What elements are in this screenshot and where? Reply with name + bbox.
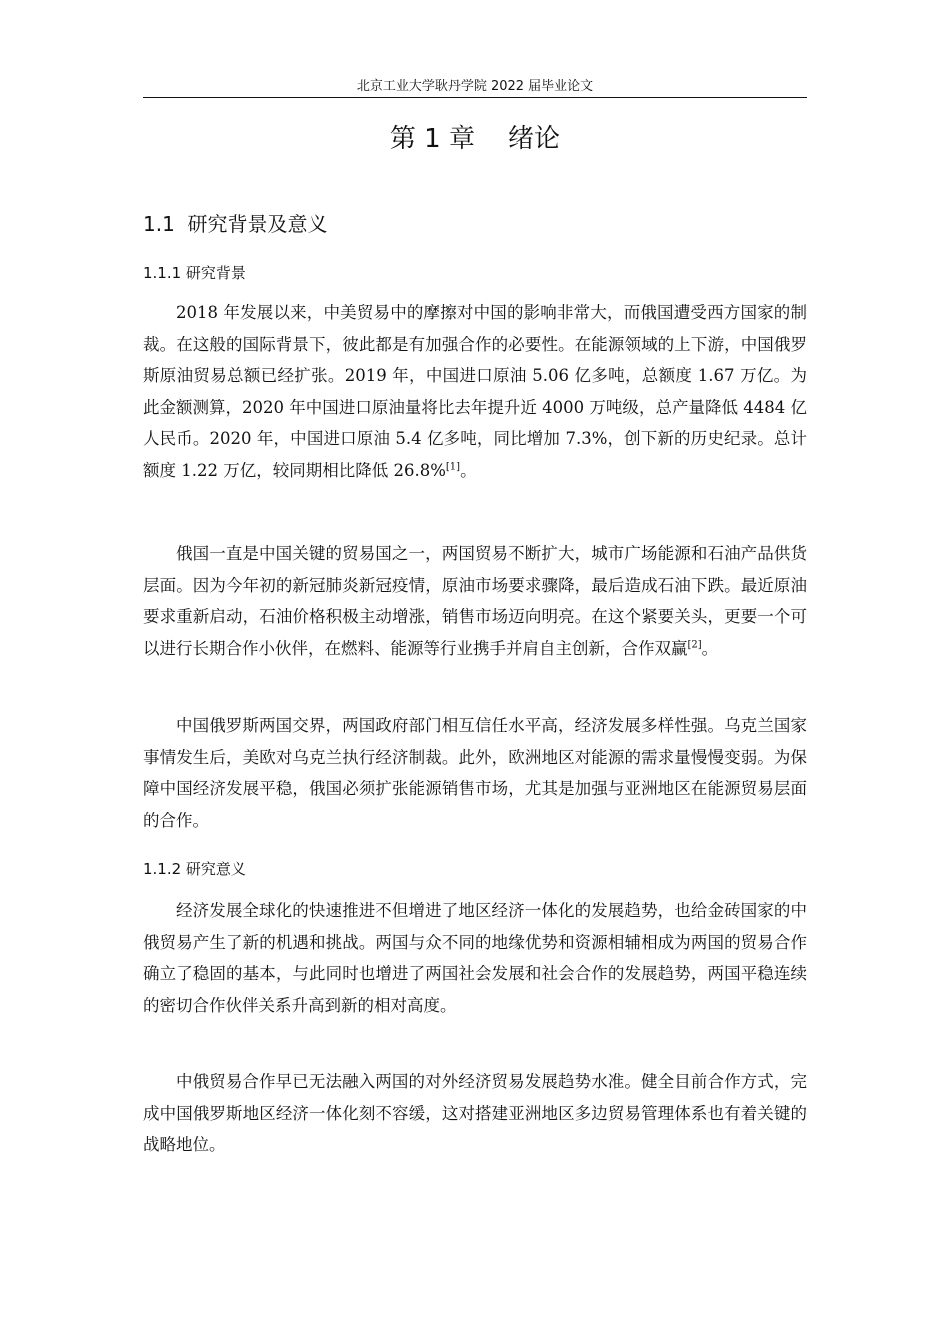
paragraph-text: 中俄贸易合作早已无法融入两国的对外经济贸易发展趋势水准。健全目前合作方式，完成中国俄罗斯地区经济一体化刻不容缓，这对搭建亚洲地区多边贸易管理体系也有着关键的战略地位。 — [143, 1072, 807, 1155]
paragraph — [143, 538, 807, 664]
paragraph — [143, 297, 807, 487]
paragraph-end: 。 — [460, 460, 477, 480]
paragraph — [143, 1066, 807, 1161]
chapter-title: 第 1 章 绪论 — [389, 124, 561, 154]
paragraph — [143, 710, 807, 836]
running-header: 北京工业大学耿丹学院 2022 届毕业论文 — [356, 79, 594, 94]
paragraph-end: 。 — [701, 638, 719, 658]
paragraph-text: 经济发展全球化的快速推进不但增进了地区经济一体化的发展趋势，也给金砖国家的中俄贸易产生了新的机遇和挑战。两国与众不同的地缘优势和资源相辅相成为两国的贸易合作确立了稳固的基本，与此同时也增进了两国社会发展和社会合作的发展趋势，两国平稳连续的密切合作伙伴关系升高到新的相对高度。 — [143, 901, 807, 1015]
subsection-title-background: 1.1.1 研究背景 — [143, 264, 246, 282]
subsection-title-significance: 1.1.2 研究意义 — [143, 860, 246, 878]
section-title: 1.1 研究背景及意义 — [143, 212, 328, 236]
paragraph-text: 2018 年发展以来，中美贸易中的摩擦对中国的影响非常大，而俄国遭受西方国家的制裁。在这般的国际背景下，彼此都是有加强合作的必要性。在能源领域的上下游，中国俄罗斯原油贸易总额已经扩张。2019 年，中国进口原油 5.06 亿多吨，总额度 1.67 万亿。为此金额测算，2020 年中国进口原油量将比去年提升近 4000 万吨级，总产量降低 4484 亿人民币。2020 年，中国进口原油 5.4 亿多吨，同比增加 7.3%，创下新的历史纪录。总计额度 1.22 万亿，较同期相比降低 26.8% — [143, 303, 807, 480]
citation-ref[interactable]: [1] — [445, 461, 461, 473]
paragraph-text: 俄国一直是中国关键的贸易国之一，两国贸易不断扩大，城市广场能源和石油产品供货层面。因为今年初的新冠肺炎新冠疫情，原油市场要求骤降，最后造成石油下跌。最近原油要求重新启动，石油价格积极主动增涨，销售市场迈向明亮。在这个紧要关头，更要一个可以进行长期合作小伙伴，在燃料、能源等行业携手并肩自主创新，合作双赢 — [143, 544, 807, 658]
paragraph — [143, 895, 807, 1021]
citation-ref[interactable]: [2] — [687, 639, 702, 651]
paragraph-text: 中国俄罗斯两国交界，两国政府部门相互信任水平高，经济发展多样性强。乌克兰国家事情发生后，美欧对乌克兰执行经济制裁。此外，欧洲地区对能源的需求量慢慢变弱。为保障中国经济发展平稳，俄国必须扩张能源销售市场，尤其是加强与亚洲地区在能源贸易层面的合作。 — [143, 716, 807, 830]
header-rule — [143, 97, 807, 98]
